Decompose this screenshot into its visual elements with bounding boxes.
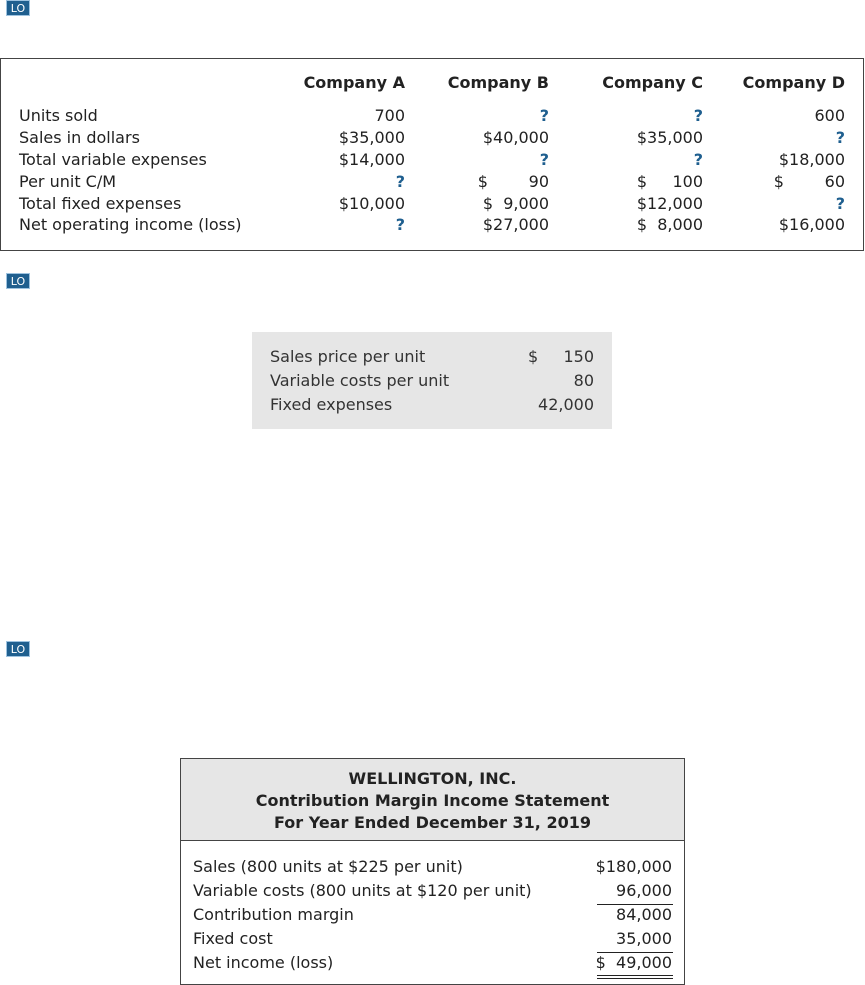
- table-row: [181, 881, 684, 905]
- cell-value: 600: [814, 106, 845, 125]
- row-label: Variable costs (800 units at $120 per unit): [193, 881, 532, 900]
- table-row: [181, 929, 684, 953]
- cell-value: 700: [374, 106, 405, 125]
- row-label: Fixed cost: [193, 929, 273, 948]
- total-double-rule-top: [597, 975, 673, 976]
- row-label: Sales in dollars: [19, 128, 140, 147]
- cell-value: $ 100: [636, 172, 703, 191]
- company-comparison-table: [0, 58, 864, 251]
- table-row: [252, 347, 612, 371]
- row-label: Total variable expenses: [19, 150, 207, 169]
- column-header-company-b: Company B: [447, 73, 549, 92]
- cell-value: ?: [395, 215, 405, 234]
- cell-value: ?: [835, 194, 845, 213]
- cell-value: ?: [693, 106, 703, 125]
- company-name: WELLINGTON, INC.: [348, 769, 517, 788]
- lo-badge-2: LO: [6, 273, 30, 289]
- cell-value: $10,000: [338, 194, 405, 213]
- table-row: [1, 128, 863, 150]
- statement-title: Contribution Margin Income Statement: [255, 791, 610, 810]
- dollar-sign: $: [528, 347, 539, 366]
- row-label: Sales (800 units at $225 per unit): [193, 857, 463, 876]
- table-row: [181, 905, 684, 929]
- table-row: [1, 172, 863, 194]
- cell-value: 35,000: [616, 929, 672, 948]
- cell-value: ?: [835, 128, 845, 147]
- column-header-company-d: Company D: [742, 73, 845, 92]
- cell-value: $ 8,000: [636, 215, 703, 234]
- row-label: Sales price per unit: [270, 347, 426, 366]
- cell-value: $14,000: [338, 150, 405, 169]
- row-label: Units sold: [19, 106, 98, 125]
- cell-value: $18,000: [778, 150, 845, 169]
- row-label: Net income (loss): [193, 953, 334, 972]
- table-row: [1, 106, 863, 128]
- table-row: [252, 371, 612, 395]
- cell-value: 96,000: [616, 881, 672, 900]
- cell-value: $ 60: [773, 172, 845, 191]
- cell-value: $16,000: [778, 215, 845, 234]
- lo-badge-1: LO: [6, 0, 30, 16]
- cell-value: $ 49,000: [595, 953, 672, 972]
- cell-value: $35,000: [338, 128, 405, 147]
- cell-value: $27,000: [482, 215, 549, 234]
- cell-value: 42,000: [538, 395, 594, 414]
- cell-value: $35,000: [636, 128, 703, 147]
- table-row: [1, 194, 863, 216]
- table-row: [181, 953, 684, 977]
- column-header-company-c: Company C: [602, 73, 703, 92]
- cell-value: ?: [539, 106, 549, 125]
- row-label: Net operating income (loss): [19, 215, 242, 234]
- statement-period: For Year Ended December 31, 2019: [274, 813, 591, 832]
- cell-value: 84,000: [616, 905, 672, 924]
- cell-value: ?: [539, 150, 549, 169]
- table-row: [1, 150, 863, 172]
- column-header-company-a: Company A: [303, 73, 405, 92]
- cell-value: 150: [563, 347, 594, 366]
- row-label: Variable costs per unit: [270, 371, 450, 390]
- cell-value: $12,000: [636, 194, 703, 213]
- row-label: Per unit C/M: [19, 172, 117, 191]
- income-statement: [180, 758, 685, 985]
- cell-value: $40,000: [482, 128, 549, 147]
- row-label: Contribution margin: [193, 905, 354, 924]
- table-row: [252, 395, 612, 419]
- unit-cost-table: [252, 332, 612, 429]
- cell-value: ?: [693, 150, 703, 169]
- table-row: [181, 857, 684, 881]
- cell-value: $ 90: [477, 172, 549, 191]
- row-label: Fixed expenses: [270, 395, 393, 414]
- table-row: [1, 215, 863, 237]
- statement-header: [181, 759, 684, 841]
- cell-value: $180,000: [595, 857, 672, 876]
- cell-value: ?: [395, 172, 405, 191]
- total-double-rule-bottom: [597, 978, 673, 979]
- row-label: Total fixed expenses: [19, 194, 182, 213]
- lo-badge-3: LO: [6, 641, 30, 657]
- cell-value: $ 9,000: [482, 194, 549, 213]
- cell-value: 80: [573, 371, 594, 390]
